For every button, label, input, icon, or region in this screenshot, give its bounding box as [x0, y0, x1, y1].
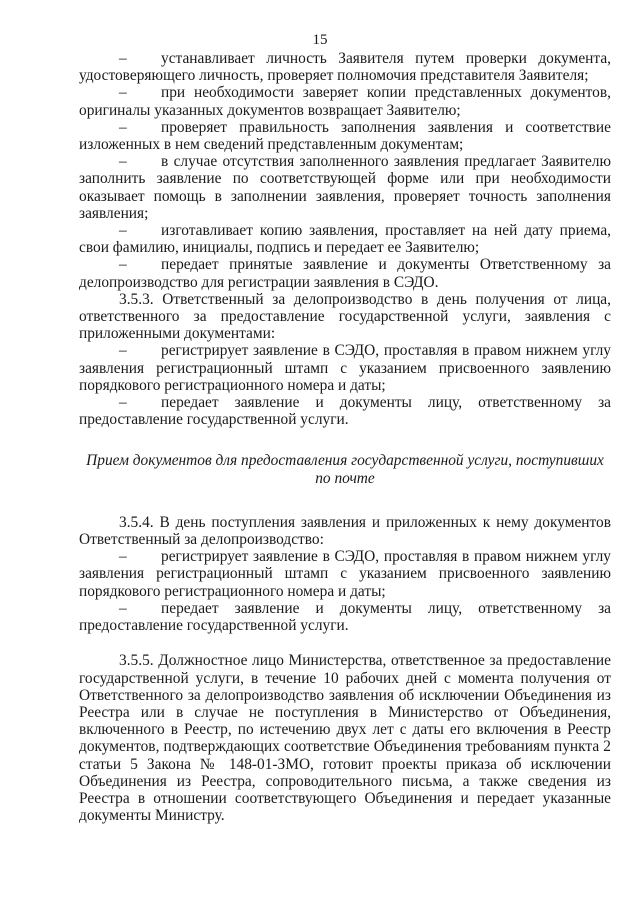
- section-heading: Прием документов для предоставления государственной услуги, поступивших по почте: [86, 452, 604, 487]
- list-item: [79, 84, 611, 118]
- dash-bullet: –: [119, 222, 127, 240]
- list-item-text: изготавливает копию заявления, проставляет на ней дату приема, свои фамилию, инициалы, подпись и передает ее Заявителю;: [79, 222, 611, 257]
- dash-bullet: –: [119, 548, 127, 566]
- document-body: [79, 50, 611, 824]
- dash-bullet: –: [119, 256, 127, 274]
- list-item: [79, 342, 611, 394]
- list-item-text: проверяет правильность заполнения заявления и соответствие изложенных в нем сведений представленным документам;: [79, 118, 611, 154]
- list-item: [79, 600, 611, 634]
- dash-bullet: –: [119, 84, 127, 102]
- list-item: [79, 222, 611, 256]
- dash-bullet: –: [119, 599, 127, 617]
- dash-bullet: –: [119, 342, 127, 360]
- paragraph-3-5-5: 3.5.5. Должностное лицо Министерства, ответственное за предоставление государственной услуги, в течение 10 рабочих дней с момента получения от Ответственного за делопроизводство заявления об исключении Объединения из Реестра или в случае не поступления в Министерство от Объединения, включенного в Реестр, по истечению двух лет с даты его включения в Реестр документов, подтверждающих соответствие Объединения требованиям пункта 2 статьи 5 Закона № 148-01-ЗМО, готовит проекты приказа об исключении Объединения из Реестра, сопроводительного письма, а также сведения из Реестра в отношении соответствующего Объединения и передает указанные документы Министру.: [79, 652, 611, 825]
- paragraph-3-5-4: 3.5.4. В день поступления заявления и приложенных к нему документов Ответственный за делопроизводство:: [79, 513, 611, 549]
- dash-bullet: –: [119, 394, 127, 412]
- list-item-text: устанавливает личность Заявителя путем проверки документа, удостоверяющего личность, проверяет полномочия представителя Заявителя;: [79, 50, 611, 85]
- list-item-text: передает заявление и документы лицу, ответственному за предоставление государственной услуги.: [79, 599, 611, 635]
- list-item: [79, 256, 611, 290]
- list-item: [79, 394, 611, 428]
- list-item-text: регистрирует заявление в СЭДО, проставляя в правом нижнем углу заявления регистрационный штамп с указанием присвоенного заявлению порядкового регистрационного номера и даты;: [79, 548, 611, 600]
- list-item-text: регистрирует заявление в СЭДО, проставляя в правом нижнем углу заявления регистрационный штамп с указанием присвоенного заявлению порядкового регистрационного номера и даты;: [79, 342, 611, 394]
- dash-bullet: –: [119, 50, 127, 67]
- list-item: [79, 548, 611, 600]
- dash-bullet: –: [119, 153, 127, 171]
- list-item: [79, 50, 611, 84]
- list-item: [79, 153, 611, 222]
- list-item: [79, 119, 611, 153]
- list-item-text: передает принятые заявление и документы Ответственному за делопроизводство для регистрации заявления в СЭДО.: [79, 256, 611, 291]
- paragraph-3-5-3: 3.5.3. Ответственный за делопроизводство в день получения от лица, ответственного за предоставление государственной услуги, заявления с приложенными документами:: [79, 290, 611, 343]
- paragraph-spacer: [79, 634, 611, 652]
- list-item-text: при необходимости заверяет копии представленных документов, оригиналы указанных документов возвращает Заявителю;: [79, 84, 611, 119]
- page-number: 15: [312, 32, 328, 48]
- list-item-text: передает заявление и документы лицу, ответственному за предоставление государственной услуги.: [79, 394, 611, 429]
- dash-bullet: –: [119, 118, 127, 136]
- list-item-text: в случае отсутствия заполненного заявления предлагает Заявителю заполнить заявление по соответствующей форме или при необходимости оказывает помощь в заполнении заявления, проверяет точность заполнения заявления;: [79, 153, 611, 222]
